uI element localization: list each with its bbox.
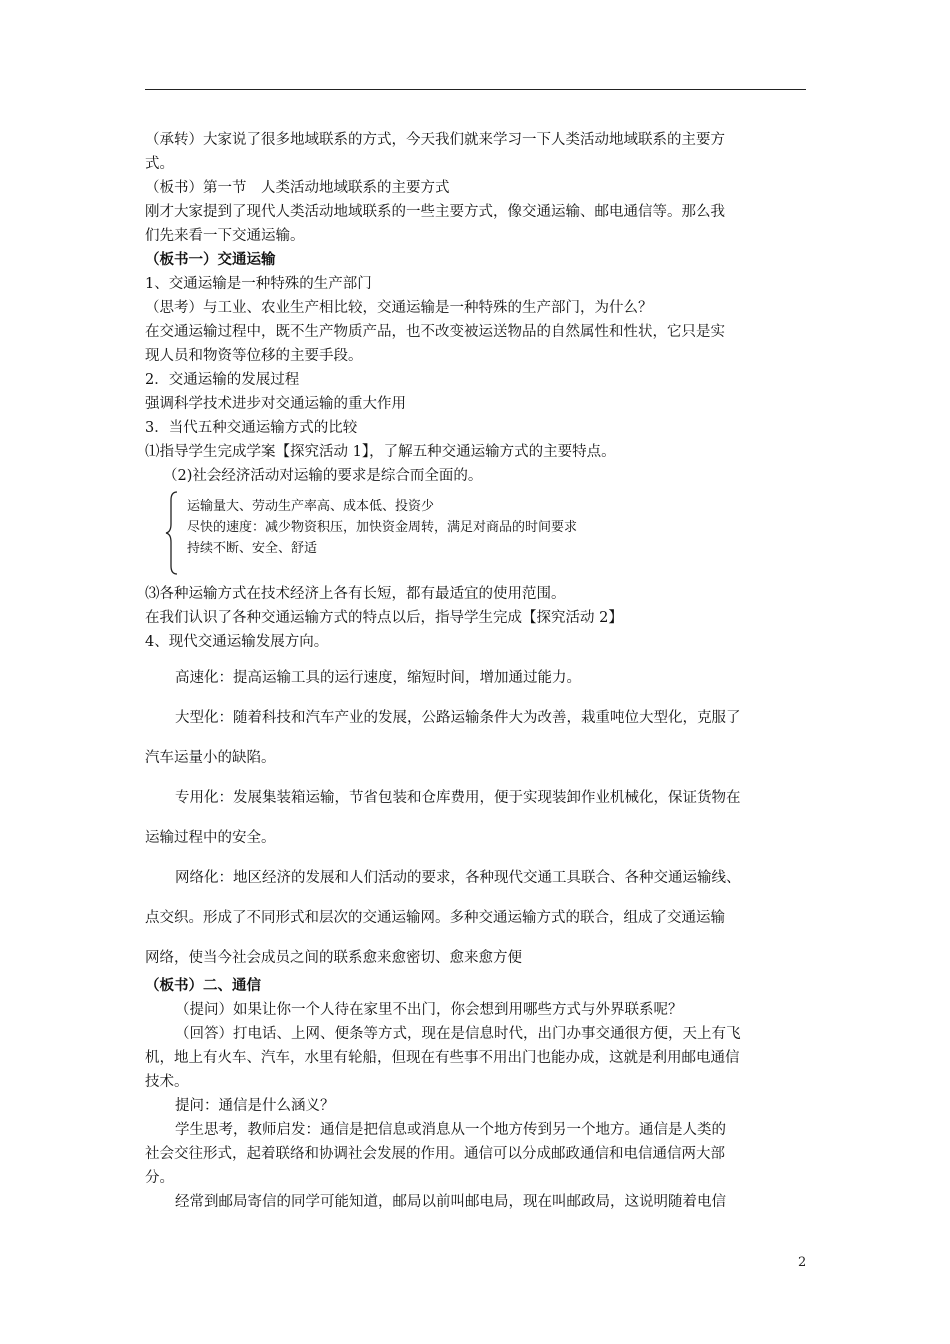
text-line: 强调科学技术进步对交通运输的重大作用 [145,396,406,412]
text-line: 1、交通运输是一种特殊的生产部门 [145,276,372,292]
text-line: 4、现代交通运输发展方向。 [145,634,329,650]
text-line: 高速化：提高运输工具的运行速度，缩短时间，增加通过能力。 [175,670,581,686]
board-heading-transport: （板书一）交通运输 [145,251,276,268]
text-line: 专用化：发展集装箱运输，节省包装和仓库费用，便于实现装卸作业机械化，保证货物在 [175,790,741,806]
text-line: ⑶各种运输方式在技术经济上各有长短，都有最适宜的使用范围。 [145,586,566,602]
requirements-brace-figure [145,490,810,578]
header-rule [145,89,806,90]
page-number: 2 [798,1255,807,1270]
text-line: 现人员和物资等位移的主要手段。 [145,348,363,364]
brace-items [187,496,577,559]
text-line: 在交通运输过程中，既不生产物质产品，也不改变被运送物品的自然属性和性状，它只是实 [145,324,725,340]
text-line: ⑴指导学生完成学案【探究活动 1】，了解五种交通运输方式的主要特点。 [145,444,616,460]
text-line: 点交织。形成了不同形式和层次的交通运输网。多种交通运输方式的联合，组成了交通运输 [145,910,725,926]
text-line: 大型化：随着科技和汽车产业的发展，公路运输条件大为改善，栽重吨位大型化，克服了 [175,710,741,726]
brace-item: 尽快的速度：减少物资积压，加快资金周转，满足对商品的时间要求 [187,520,578,535]
text-line: 运输过程中的安全。 [145,830,276,846]
text-line: 机，地上有火车、汽车，水里有轮船，但现在有些事不用出门也能办成，这就是利用邮电通信 [145,1050,740,1066]
left-brace-icon [163,490,183,576]
text-line: （提问）如果让你一个人待在家里不出门，你会想到用哪些方式与外界联系呢？ [175,1002,683,1018]
text-line: 学生思考，教师启发：通信是把信息或消息从一个地方传到另一个地方。通信是人类的 [175,1122,726,1138]
section-heading: （板书）第一节 人类活动地域联系的主要方式 [145,180,450,196]
text-line: 在我们认识了各种交通运输方式的特点以后，指导学生完成【探究活动 2】 [145,610,623,626]
text-line: 网络，使当今社会成员之间的联系愈来愈密切、愈来愈方便 [145,950,522,966]
text-line: 汽车运量小的缺陷。 [145,750,276,766]
text-line: 式。 [145,156,174,172]
text-line: （思考）与工业、农业生产相比较，交通运输是一种特殊的生产部门，为什么？ [145,300,653,316]
development-directions [145,666,810,970]
text-line: （回答）打电话、上网、便条等方式，现在是信息时代，出门办事交通很方便，天上有飞 [175,1026,741,1042]
text-line: 社会交往形式，起着联络和协调社会发展的作用。通信可以分成邮政通信和电信通信两大部 [145,1146,725,1162]
text-line: 刚才大家提到了现代人类活动地域联系的一些主要方式，像交通运输、邮电通信等。那么我 [145,204,725,220]
text-line: 网络化：地区经济的发展和人们活动的要求，各种现代交通工具联合、各种交通运输线、 [175,870,741,886]
board-heading-communication: （板书）二、通信 [145,977,261,994]
brace-item: 运输量大、劳动生产率高、成本低、投资少 [187,499,435,514]
text-line: 技术。 [145,1074,189,1090]
text-line: 提问：通信是什么涵义？ [175,1098,335,1114]
brace-item: 持续不断、安全、舒适 [187,541,318,556]
text-line: 3．当代五种交通运输方式的比较 [145,420,358,436]
text-line: （2)社会经济活动对运输的要求是综合而全面的。 [163,468,483,484]
text-line: 们先来看一下交通运输。 [145,228,305,244]
text-line: 经常到邮局寄信的同学可能知道，邮局以前叫邮电局，现在叫邮政局，这说明随着电信 [175,1194,726,1210]
document-body [145,128,810,1214]
text-line: （承转）大家说了很多地域联系的方式，今天我们就来学习一下人类活动地域联系的主要方 [145,132,725,148]
text-line: 2．交通运输的发展过程 [145,372,300,388]
text-line: 分。 [145,1170,174,1186]
